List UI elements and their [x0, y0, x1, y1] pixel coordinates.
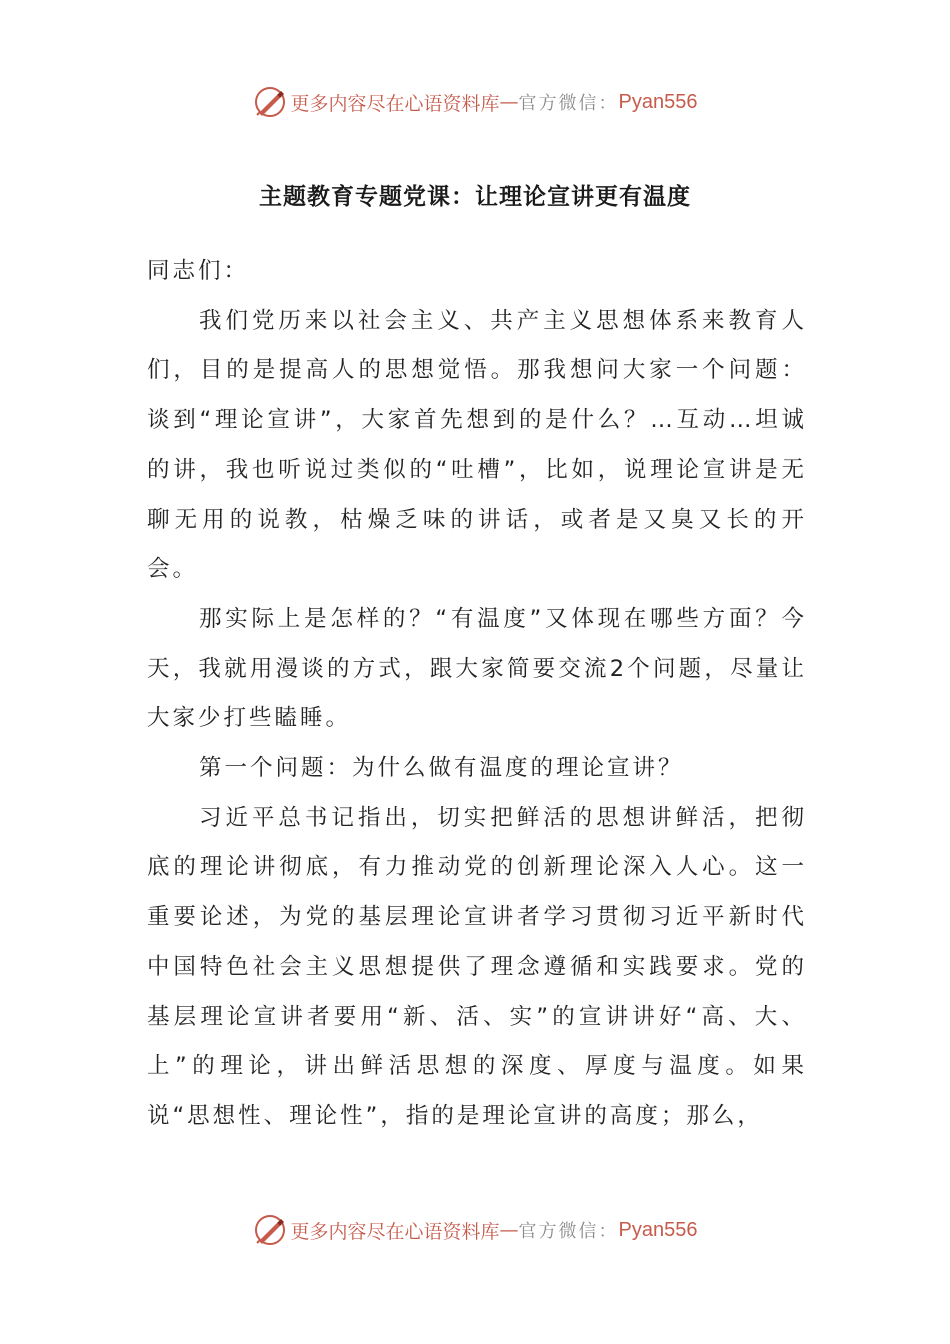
banner-account: Pyan556: [618, 1218, 698, 1241]
footer-banner: [0, 1210, 950, 1250]
salutation: 同志们：: [147, 258, 250, 284]
banner-account: Pyan556: [618, 90, 698, 113]
header-banner: [0, 82, 950, 122]
banner-separator: —: [499, 91, 519, 113]
document-title: 主题教育专题党课：让理论宣讲更有温度: [259, 183, 691, 210]
banner-text: 更多内容尽在心语资料库: [290, 92, 500, 115]
banner-text: 更多内容尽在心语资料库: [290, 1220, 500, 1243]
paragraph: 那实际上是怎样的？“有温度”又体现在哪些方面？今天，我就用漫谈的方式，跟大家简要交流2个问题，尽量让大家少打些瞌睡。: [147, 605, 807, 732]
pen-logo-icon: [253, 85, 287, 119]
banner-wechat-label: 官方微信：: [518, 93, 619, 114]
paragraph: 我们党历来以社会主义、共产主义思想体系来教育人们，目的是提高人的思想觉悟。那我想问大家一个问题：谈到“理论宣讲”，大家首先想到的是什么？…互动…坦诚的讲，我也听说过类似的“吐槽”，比如，说理论宣讲是无聊无用的说教，枯燥乏味的讲话，或者是又臭又长的开会。: [147, 307, 807, 583]
section-heading: 第一个问题：为什么做有温度的理论宣讲？: [199, 755, 684, 782]
banner-separator: —: [499, 1219, 519, 1241]
paragraph: 习近平总书记指出，切实把鲜活的思想讲鲜活，把彻底的理论讲彻底，有力推动党的创新理论深入人心。这一重要论述，为党的基层理论宣讲者学习贯彻习近平新时代中国特色社会主义思想提供了理念遵循和实践要求。党的基层理论宣讲者要用“新、活、实”的宣讲讲好“高、大、上”的理论，讲出鲜活思想的深度、厚度与温度。如果说“思想性、理论性”，指的是理论宣讲的高度；那么，: [147, 804, 807, 1129]
pen-logo-icon: [253, 1213, 287, 1247]
banner-wechat-label: 官方微信：: [518, 1221, 619, 1242]
document-body: [147, 247, 807, 1142]
